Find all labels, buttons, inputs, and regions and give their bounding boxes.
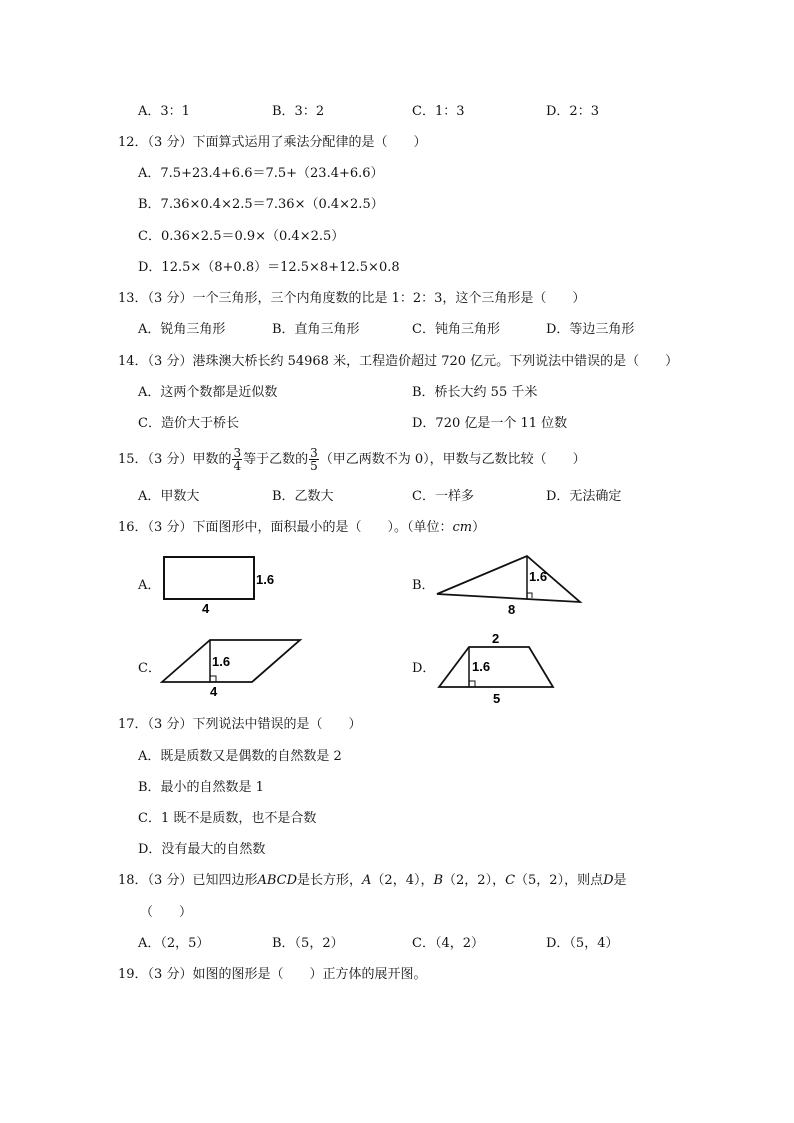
q12-option-d: D．12.5×（8+0.8）＝12.5×8+12.5×0.8: [138, 260, 400, 275]
rectangle-figure: [160, 553, 280, 615]
q17-option-c: C．1 既不是质数，也不是合数: [138, 811, 317, 826]
right-angle-mark: [469, 681, 475, 687]
trapezoid-top-label: 2: [492, 631, 500, 646]
q12-option-c: C．0.36×2.5＝0.9×（0.4×2.5）: [138, 229, 345, 244]
q11-option-d: D．2：3: [546, 104, 599, 119]
triangle-base-label: 8: [508, 602, 516, 616]
rect-base-label: 4: [202, 601, 210, 615]
q16-stem-end: ）: [472, 520, 486, 535]
q18-option-d: D．（5，4）: [546, 936, 619, 951]
q16-unit: cm: [452, 520, 473, 535]
q18-point-c-coord: （5，2），则点: [515, 873, 604, 888]
triangle-shape: [437, 556, 580, 602]
q18-mid1: 是长方形，: [297, 873, 363, 888]
trapezoid-base-label: 5: [493, 691, 501, 706]
rectangle-shape: [164, 557, 254, 599]
triangle-height-label: 1.6: [529, 569, 548, 584]
q13-option-b: B．直角三角形: [272, 322, 360, 337]
parallelogram-height-label: 1.6: [212, 654, 231, 669]
q18-point-d: D: [603, 873, 614, 888]
triangle-figure: [435, 552, 585, 616]
q14-option-d: D．720 亿是一个 11 位数: [412, 416, 568, 431]
q18-option-a: A．（2，5）: [138, 936, 210, 951]
trapezoid-height-label: 1.6: [472, 659, 491, 674]
q16-label-a: A．: [138, 578, 161, 593]
q14-option-b: B．桥长大约 55 千米: [412, 385, 538, 400]
rect-height-label: 1.6: [256, 572, 275, 587]
q16-stem-text: 16．（3 分）下面图形中，面积最小的是（ ）。（单位：: [118, 520, 453, 535]
q18-point-b: B: [433, 873, 444, 888]
q14-option-a: A．这两个数都是近似数: [138, 385, 278, 400]
q15-stem: [118, 443, 586, 477]
q12-option-b: B．7.36×0.4×2.5＝7.36×（0.4×2.5）: [138, 197, 384, 212]
q11-option-a: A．3：1: [138, 104, 190, 119]
q18-option-b: B．（5，2）: [272, 936, 344, 951]
q18-point-b-coord: （2，2），: [443, 873, 506, 888]
q15-middle: 等于乙数的: [243, 452, 309, 467]
q16-label-c: C．: [138, 661, 161, 676]
frac1-numerator: 3: [233, 446, 242, 460]
q15-option-c: C．一样多: [412, 489, 474, 504]
trapezoid-figure: [435, 629, 560, 709]
frac1-denominator: 4: [233, 459, 242, 473]
q15-option-b: B．乙数大: [272, 489, 334, 504]
q19-stem: 19．（3 分）如图的图形是（ ）正方体的展开图。: [118, 967, 427, 982]
q11-option-b: B．3：2: [272, 104, 325, 119]
q13-stem: 13．（3 分）一个三角形，三个内角度数的比是 1：2：3，这个三角形是（ ）: [118, 291, 586, 306]
q18-point-c: C: [505, 873, 516, 888]
trapezoid-shape: [439, 647, 553, 687]
fraction-three-fourths: [232, 447, 242, 472]
parallelogram-figure: [160, 636, 305, 700]
q13-option-a: A．锐角三角形: [138, 322, 226, 337]
q12-stem: 12．（3 分）下面算式运用了乘法分配律的是（ ）: [118, 135, 427, 150]
q17-option-a: A．既是质数又是偶数的自然数是 2: [138, 749, 342, 764]
right-angle-mark: [210, 676, 216, 682]
q16-label-b: B．: [412, 578, 435, 593]
frac2-numerator: 3: [310, 446, 318, 460]
q17-stem: 17．（3 分）下列说法中错误的是（ ）: [118, 717, 362, 732]
q12-option-a: A．7.5+23.4+6.6＝7.5+（23.4+6.6）: [138, 166, 384, 181]
q18-option-c: C．（4，2）: [412, 936, 484, 951]
q18-point-a-coord: （2，4），: [371, 873, 434, 888]
q14-stem: 14．（3 分）港珠澳大桥长约 54968 米，工程造价超过 720 亿元。下列说法中错误的是（ ）: [118, 354, 679, 369]
frac2-denominator: 5: [310, 459, 318, 473]
q15-prefix: 15．（3 分）甲数的: [118, 452, 232, 467]
parallelogram-base-label: 4: [210, 684, 218, 699]
q18-point-a: A: [362, 873, 372, 888]
parallelogram-shape: [162, 640, 300, 682]
q16-stem: [118, 519, 485, 537]
q16-label-d: D．: [412, 661, 436, 676]
q18-stem: [118, 872, 627, 890]
q14-option-c: C．造价大于桥长: [138, 416, 239, 431]
q18-prefix: 18．（3 分）已知四边形: [118, 873, 258, 888]
q15-suffix: （甲乙两数不为 0），甲数与乙数比较（ ）: [319, 452, 586, 467]
q17-option-d: D．没有最大的自然数: [138, 842, 266, 857]
q13-option-d: D．等边三角形: [546, 322, 635, 337]
fraction-three-fifths: [309, 447, 319, 472]
q18-abcd: ABCD: [257, 873, 298, 888]
q17-option-b: B．最小的自然数是 1: [138, 780, 264, 795]
q18-blank: （ ）: [140, 905, 193, 920]
q18-end: 是: [613, 873, 627, 888]
q13-option-c: C．钝角三角形: [412, 322, 500, 337]
q15-option-a: A．甲数大: [138, 489, 200, 504]
q15-option-d: D．无法确定: [546, 489, 622, 504]
q11-option-c: C．1：3: [412, 104, 465, 119]
